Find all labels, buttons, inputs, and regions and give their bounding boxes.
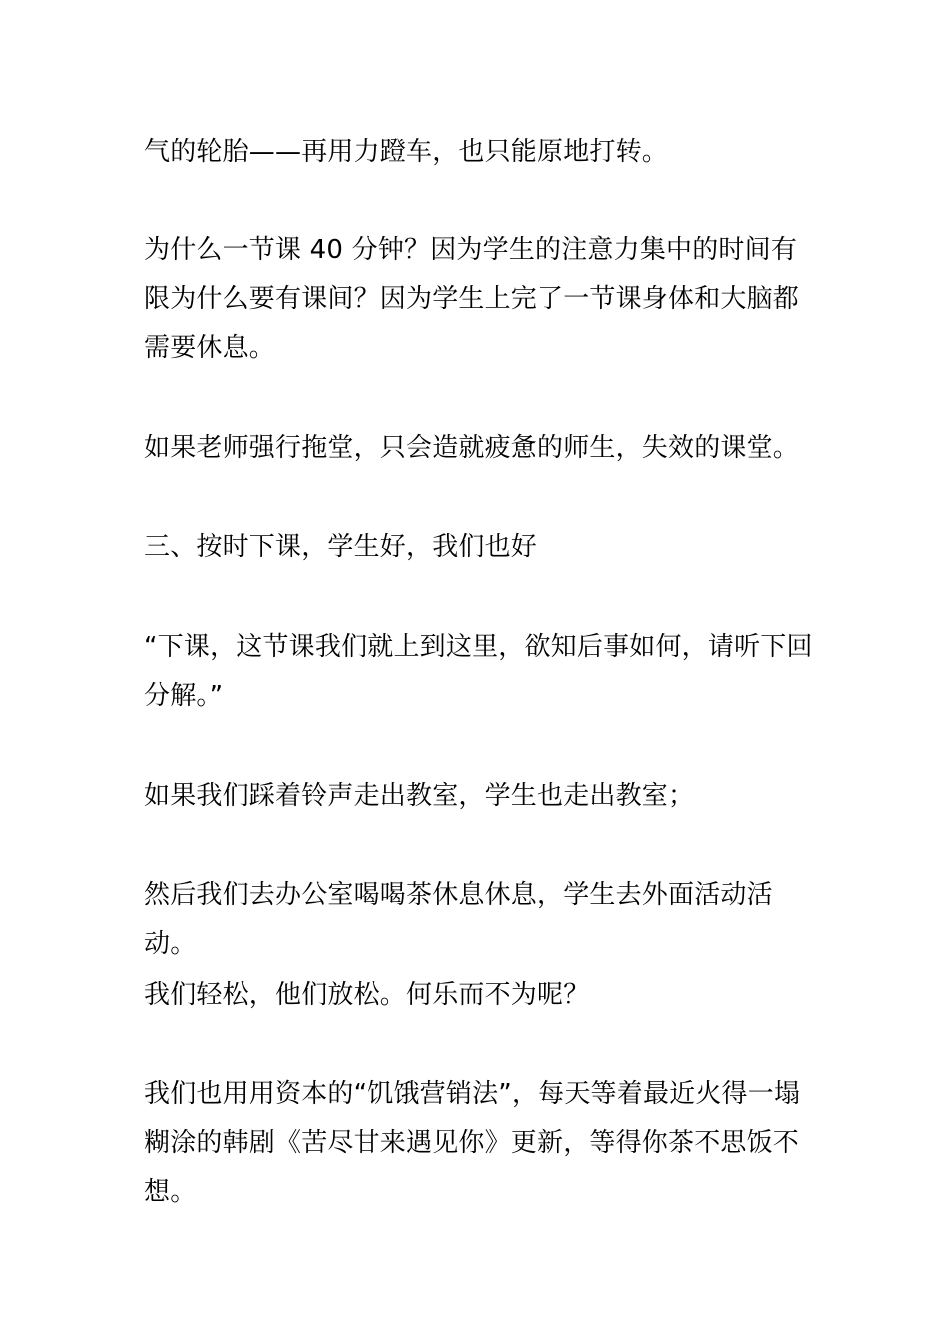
paragraph-6: 然后我们去办公室喝喝茶休息休息，学生去外面活动活动。 bbox=[144, 880, 773, 959]
paragraph-1: 气的轮胎——再用力蹬车，也只能原地打转。 bbox=[144, 137, 669, 167]
paragraph-5: 如果我们踩着铃声走出教室，学生也走出教室； bbox=[144, 781, 695, 811]
paragraph-2: 为什么一节课 40 分钟？因为学生的注意力集中的时间有限为什么要有课间？因为学生上完了一节课身体和大脑都需要休息。 bbox=[144, 235, 800, 363]
paragraph-3: 如果老师强行拖堂，只会造就疲惫的师生，失效的课堂。 bbox=[144, 433, 800, 463]
paragraph-8: 我们也用用资本的“饥饿营销法”，每天等着最近火得一塌糊涂的韩剧《苦尽甘来遇见你》更新，等得你茶不思饭不想。 bbox=[144, 1079, 801, 1207]
section-heading: 三、按时下课，学生好，我们也好 bbox=[144, 532, 538, 562]
paragraph-7: 我们轻松，他们放松。何乐而不为呢？ bbox=[144, 980, 590, 1010]
paragraph-quote: “下课，这节课我们就上到这里，欲知后事如何，请听下回分解。” bbox=[144, 632, 813, 711]
